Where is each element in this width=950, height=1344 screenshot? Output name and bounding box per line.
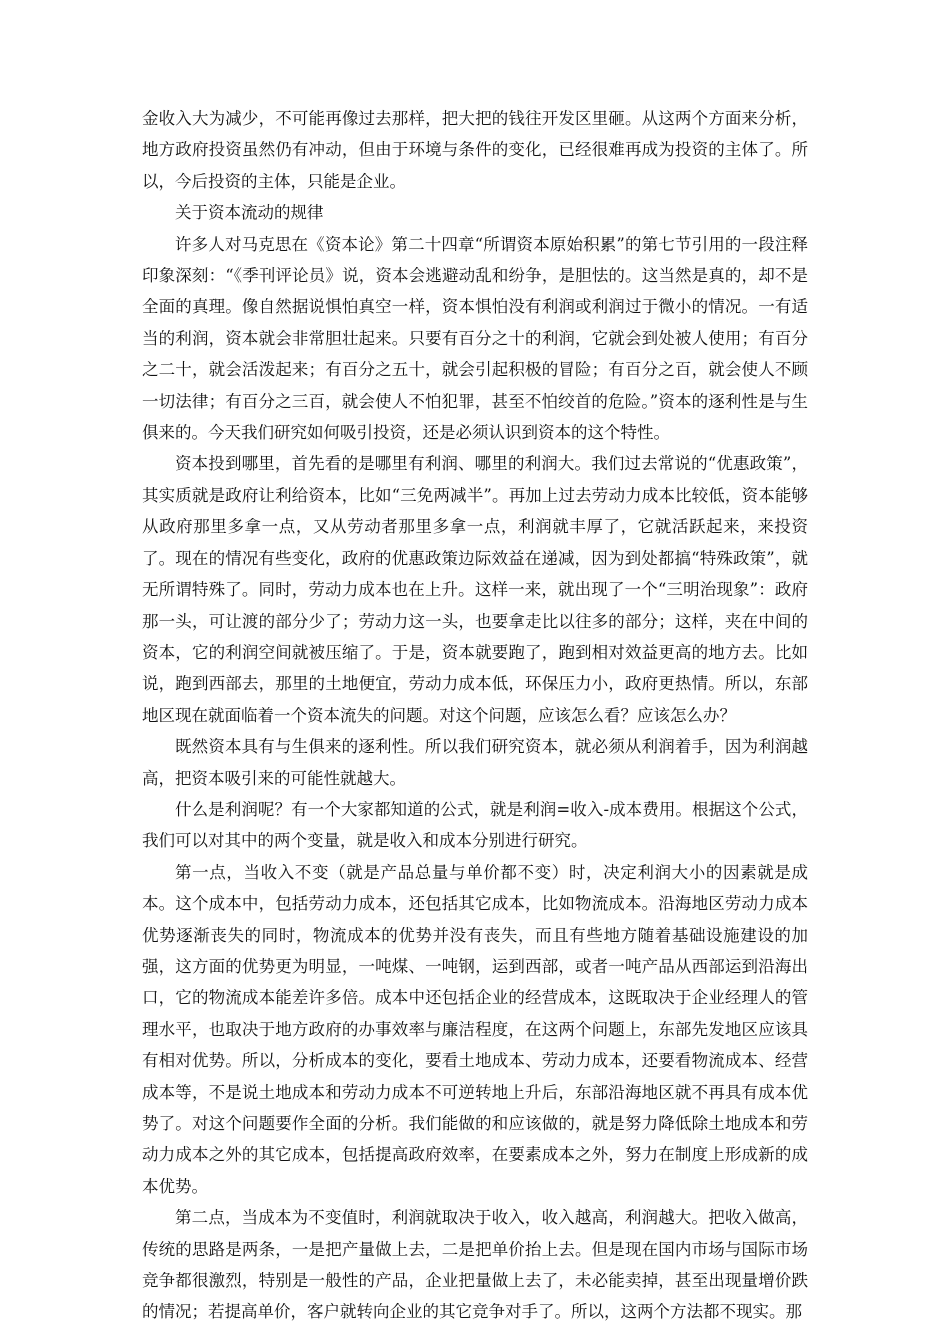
paragraph-3: 许多人对马克思在《资本论》第二十四章“所谓资本原始积累”的第七节引用的一段注释印象深刻：“《季刊评论员》说，资本会逃避动乱和纷争，是胆怯的。这当然是真的，却不是全面的真理。像自然据说惧怕真空一样，资本惧怕没有利润或利润过于微小的情况。一有适当的利润，资本就会非常胆壮起来。只要有百分之十的利润，它就会到处被人使用；有百分之二十，就会活泼起来；有百分之五十，就会引起积极的冒险；有百分之百，就会使人不顾一切法律；有百分之三百，就会使人不怕犯罪，甚至不怕绞首的危险。”资本的逐利性是与生俱来的。今天我们研究如何吸引投资，还是必须认识到资本的这个特性。 bbox=[142, 234, 808, 443]
paragraph-7: 第一点，当收入不变（就是产品总量与单价都不变）时，决定利润大小的因素就是成本。这个成本中，包括劳动力成本，还包括其它成本，比如物流成本。沿海地区劳动力成本优势逐渐丧失的同时，物流成本的优势并没有丧失，而且有些地方随着基础设施建设的加强，这方面的优势更为明显，一吨煤、一吨钢，运到西部，或者一吨产品从西部运到沿海出口，它的物流成本能差许多倍。成本中还包括企业的经营成本，这既取决于企业经理人的管理水平，也取决于地方政府的办事效率与廉洁程度，在这两个问题上，东部先发地区应该具有相对优势。所以，分析成本的变化，要看土地成本、劳动力成本，还要看物流成本、经营成本等，不是说土地成本和劳动力成本不可逆转地上升后，东部沿海地区就不再具有成本优势了。对这个问题要作全面的分析。我们能做的和应该做的，就是努力降低除土地成本和劳动力成本之外的其它成本，包括提高政府效率，在要素成本之外，努力在制度上形成新的成本优势。 bbox=[142, 862, 808, 1196]
paragraph-8: 第二点，当成本为不变值时，利润就取决于收入，收入越高，利润越大。把收入做高，传统的思路是两条，一是把产量做上去，二是把单价抬上去。但是现在国内市场与国际市场竞争都很激烈，特别是一般性的产品，企业把量做上去了，未必能卖掉，甚至出现量增价跌的情况；若提高单价，客户就转向企业的其它竞争对手了。所以，这两个方法都不现实。那 bbox=[142, 1208, 808, 1322]
paragraph-6: 什么是利润呢？有一个大家都知道的公式，就是利润=收入-成本费用。根据这个公式，我们可以对其中的两个变量，就是收入和成本分别进行研究。 bbox=[142, 799, 808, 851]
section-heading: 关于资本流动的规律 bbox=[175, 203, 324, 223]
paragraph-1: 金收入大为减少，不可能再像过去那样，把大把的钱往开发区里砸。从这两个方面来分析，地方政府投资虽然仍有冲动，但由于环境与条件的变化，已经很难再成为投资的主体了。所以，今后投资的主体，只能是企业。 bbox=[142, 109, 808, 191]
paragraph-4: 资本投到哪里，首先看的是哪里有利润、哪里的利润大。我们过去常说的“优惠政策”，其实质就是政府让利给资本，比如“三免两减半”。再加上过去劳动力成本比较低，资本能够从政府那里多拿一点，又从劳动者那里多拿一点，利润就丰厚了，它就活跃起来，来投资了。现在的情况有些变化，政府的优惠政策边际效益在递减，因为到处都搞“特殊政策”，就无所谓特殊了。同时，劳动力成本也在上升。这样一来，就出现了一个“三明治现象”：政府那一头，可让渡的部分少了；劳动力这一头，也要拿走比以往多的部分；这样，夹在中间的资本，它的利润空间就被压缩了。于是，资本就要跑了，跑到相对效益更高的地方去。比如说，跑到西部去，那里的土地便宜，劳动力成本低，环保压力小，政府更热情。所以，东部地区现在就面临着一个资本流失的问题。对这个问题，应该怎么看？应该怎么办？ bbox=[142, 454, 808, 725]
paragraph-5: 既然资本具有与生俱来的逐利性。所以我们研究资本，就必须从利润着手，因为利润越高，把资本吸引来的可能性就越大。 bbox=[142, 737, 808, 788]
document-body bbox=[142, 103, 808, 1328]
